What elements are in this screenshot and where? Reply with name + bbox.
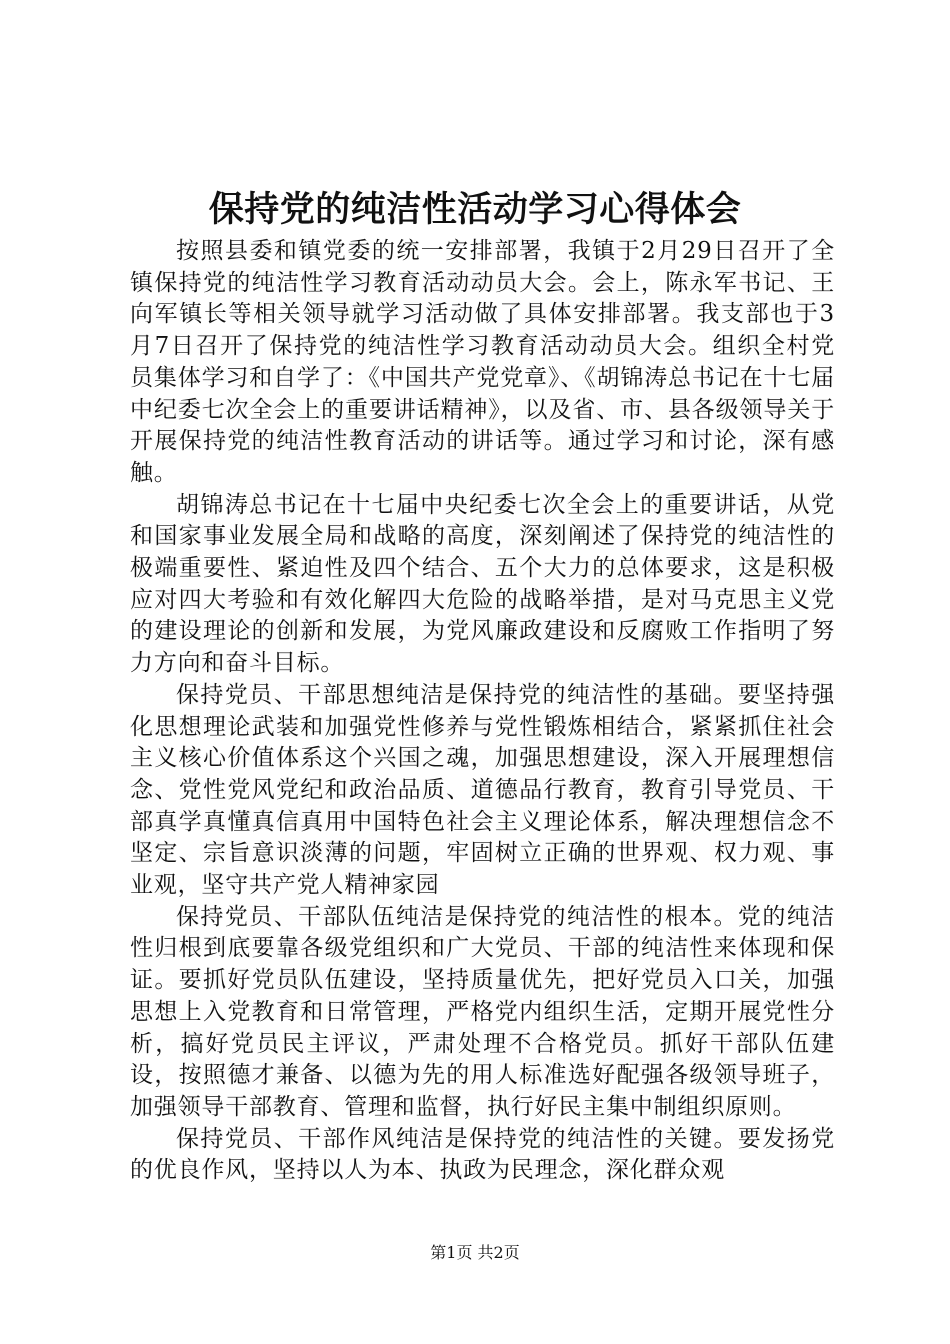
paragraph: 保持党员、干部作风纯洁是保持党的纯洁性的关键。要发扬党的优良作风，坚持以人为本、执政为民理念，深化群众观 [130, 1125, 835, 1184]
page-footer: 第1页 共2页 [430, 1243, 520, 1262]
paragraph: 胡锦涛总书记在十七届中央纪委七次全会上的重要讲话，从党和国家事业发展全局和战略的高度，深刻阐述了保持党的纯洁性的极端重要性、紧迫性及四个结合、五个大力的总体要求，这是积极应对四大考验和有效化解四大危险的战略举措，是对马克思主义党的建设理论的创新和发展，为党风廉政建设和反腐败工作指明了努力方向和奋斗目标。 [130, 491, 835, 677]
paragraph: 保持党员、干部思想纯洁是保持党的纯洁性的基础。要坚持强化思想理论武装和加强党性修养与党性锻炼相结合，紧紧抓住社会主义核心价值体系这个兴国之魂，加强思想建设，深入开展理想信念、党性党风党纪和政治品质、道德品行教育，教育引导党员、干部真学真懂真信真用中国特色社会主义理论体系，解决理想信念不坚定、宗旨意识淡薄的问题，牢固树立正确的世界观、权力观、事业观，坚守共产党人精神家园 [130, 681, 835, 899]
paragraph: 保持党员、干部队伍纯洁是保持党的纯洁性的根本。党的纯洁性归根到底要靠各级党组织和广大党员、干部的纯洁性来体现和保证。要抓好党员队伍建设，坚持质量优先，把好党员入口关，加强思想上入党教育和日常管理，严格党内组织生活，定期开展党性分析，搞好党员民主评议，严肃处理不合格党员。抓好干部队伍建设，按照德才兼备、以德为先的用人标准选好配强各级领导班子，加强领导干部教育、管理和监督，执行好民主集中制组织原则。 [130, 903, 835, 1120]
document-body [130, 236, 835, 1187]
paragraph: 按照县委和镇党委的统一安排部署，我镇于2月29日召开了全镇保持党的纯洁性学习教育活动动员大会。会上，陈永军书记、王向军镇长等相关领导就学习活动做了具体安排部署。我支部也于3月7日召开了保持党的纯洁性学习教育活动动员大会。组织全村党员集体学习和自学了：《中国共产党党章》、《胡锦涛总书记在十七届中纪委七次全会上的重要讲话精神》，以及省、市、县各级领导关于开展保持党的纯洁性教育活动的讲话等。通过学习和讨论，深有感触。 [130, 238, 835, 486]
document-title: 保持党的纯洁性活动学习心得体会 [208, 189, 742, 230]
